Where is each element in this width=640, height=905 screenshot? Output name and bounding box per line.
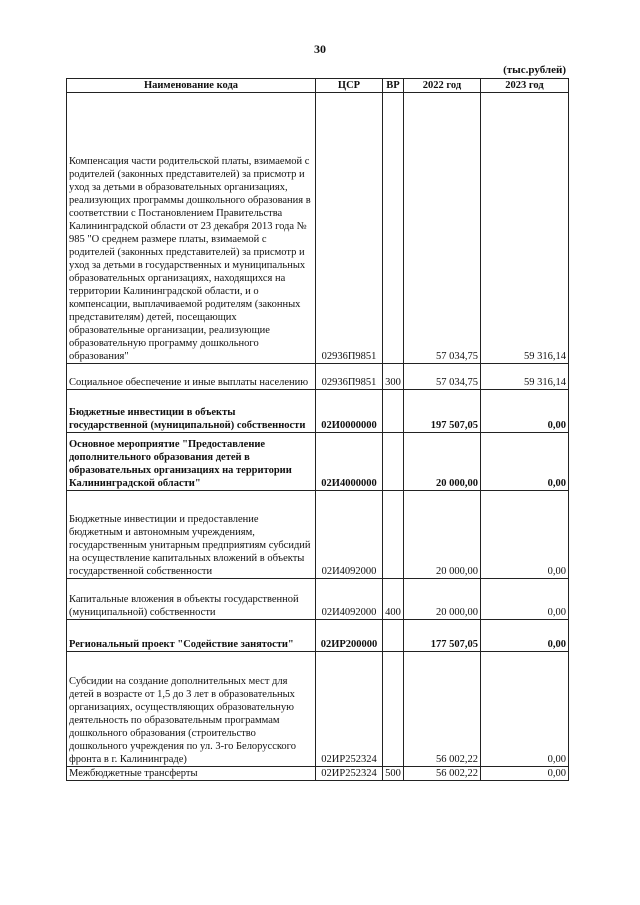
row-2023: 0,00 — [481, 579, 569, 620]
row-2022: 56 002,22 — [404, 652, 481, 767]
row-csr: 02И4092000 — [316, 579, 383, 620]
row-name: Компенсация части родительской платы, взимаемой с родителей (законных представителей) за присмотр и уход за детьми в образовательных организациях, реализующих программы дошкольного образования в соответствии с Постановлением Правительства Калининградской области от 23 декабря 2013 года № 985 "О среднем размере платы, взимаемой с родителей (законных представителей) за присмотр и уход за детьми в государственных и муниципальных образовательных организациях, находящихся на территории Калининградской области, и о компенсации, выплачиваемой родителям (законных представителям) детей, посещающих образовательные организации, реализующие образовательную программу дошкольного образования" — [67, 93, 316, 364]
header-2022: 2022 год — [404, 79, 481, 93]
table-row — [67, 433, 569, 491]
row-vr: 300 — [383, 364, 404, 390]
row-2023: 0,00 — [481, 491, 569, 579]
table-row — [67, 652, 569, 767]
row-csr: 02И4092000 — [316, 491, 383, 579]
row-vr — [383, 390, 404, 433]
row-2022: 177 507,05 — [404, 620, 481, 652]
row-2023: 0,00 — [481, 433, 569, 491]
row-name: Социальное обеспечение и иные выплаты населению — [67, 364, 316, 390]
table-row — [67, 93, 569, 364]
row-name: Региональный проект "Содействие занятости" — [67, 620, 316, 652]
row-name: Субсидии на создание дополнительных мест для детей в возрасте от 1,5 до 3 лет в образовательных организациях, осуществляющих образовательную деятельность по образовательным программам дошкольного образования (строительство дошкольного учреждения по ул. 3-го Белорусского фронта в г. Калининграде) — [67, 652, 316, 767]
header-vr: ВР — [383, 79, 404, 93]
row-2023: 0,00 — [481, 620, 569, 652]
table-row — [67, 364, 569, 390]
row-2022: 20 000,00 — [404, 433, 481, 491]
table-header-row — [67, 79, 569, 93]
row-csr: 02ИР252324 — [316, 767, 383, 781]
row-name: Межбюджетные трансферты — [67, 767, 316, 781]
header-csr: ЦСР — [316, 79, 383, 93]
row-2022: 20 000,00 — [404, 579, 481, 620]
table-row — [67, 620, 569, 652]
row-vr: 400 — [383, 579, 404, 620]
row-2022: 197 507,05 — [404, 390, 481, 433]
row-csr: 02ИР252324 — [316, 652, 383, 767]
table-row — [67, 767, 569, 781]
table-row — [67, 491, 569, 579]
row-vr: 500 — [383, 767, 404, 781]
row-vr — [383, 93, 404, 364]
row-2023: 59 316,14 — [481, 364, 569, 390]
table-row — [67, 390, 569, 433]
header-name: Наименование кода — [67, 79, 316, 93]
row-vr — [383, 491, 404, 579]
row-name: Бюджетные инвестиции и предоставление бюджетным и автономным учреждениям, государственным унитарным предприятиям субсидий на осуществление капитальных вложений в объекты государственной собственности — [67, 491, 316, 579]
page-number: 30 — [314, 42, 326, 56]
row-csr: 02936П9851 — [316, 93, 383, 364]
row-2023: 0,00 — [481, 390, 569, 433]
table-row — [67, 579, 569, 620]
row-name: Бюджетные инвестиции в объекты государственной (муниципальной) собственности — [67, 390, 316, 433]
row-name: Капитальные вложения в объекты государственной (муниципальной) собственности — [67, 579, 316, 620]
row-csr: 02И4000000 — [316, 433, 383, 491]
budget-table — [66, 78, 569, 781]
row-csr: 02936П9851 — [316, 364, 383, 390]
row-2022: 57 034,75 — [404, 364, 481, 390]
row-2023: 0,00 — [481, 652, 569, 767]
row-vr — [383, 620, 404, 652]
unit-note: (тыс.рублей) — [503, 64, 566, 76]
row-vr — [383, 433, 404, 491]
row-csr: 02ИР200000 — [316, 620, 383, 652]
row-2023: 0,00 — [481, 767, 569, 781]
row-2022: 56 002,22 — [404, 767, 481, 781]
row-2022: 57 034,75 — [404, 93, 481, 364]
row-2023: 59 316,14 — [481, 93, 569, 364]
row-2022: 20 000,00 — [404, 491, 481, 579]
row-name: Основное мероприятие "Предоставление дополнительного образования детей в образовательных организациях на территории Калининградской области" — [67, 433, 316, 491]
header-2023: 2023 год — [481, 79, 569, 93]
row-csr: 02И0000000 — [316, 390, 383, 433]
row-vr — [383, 652, 404, 767]
